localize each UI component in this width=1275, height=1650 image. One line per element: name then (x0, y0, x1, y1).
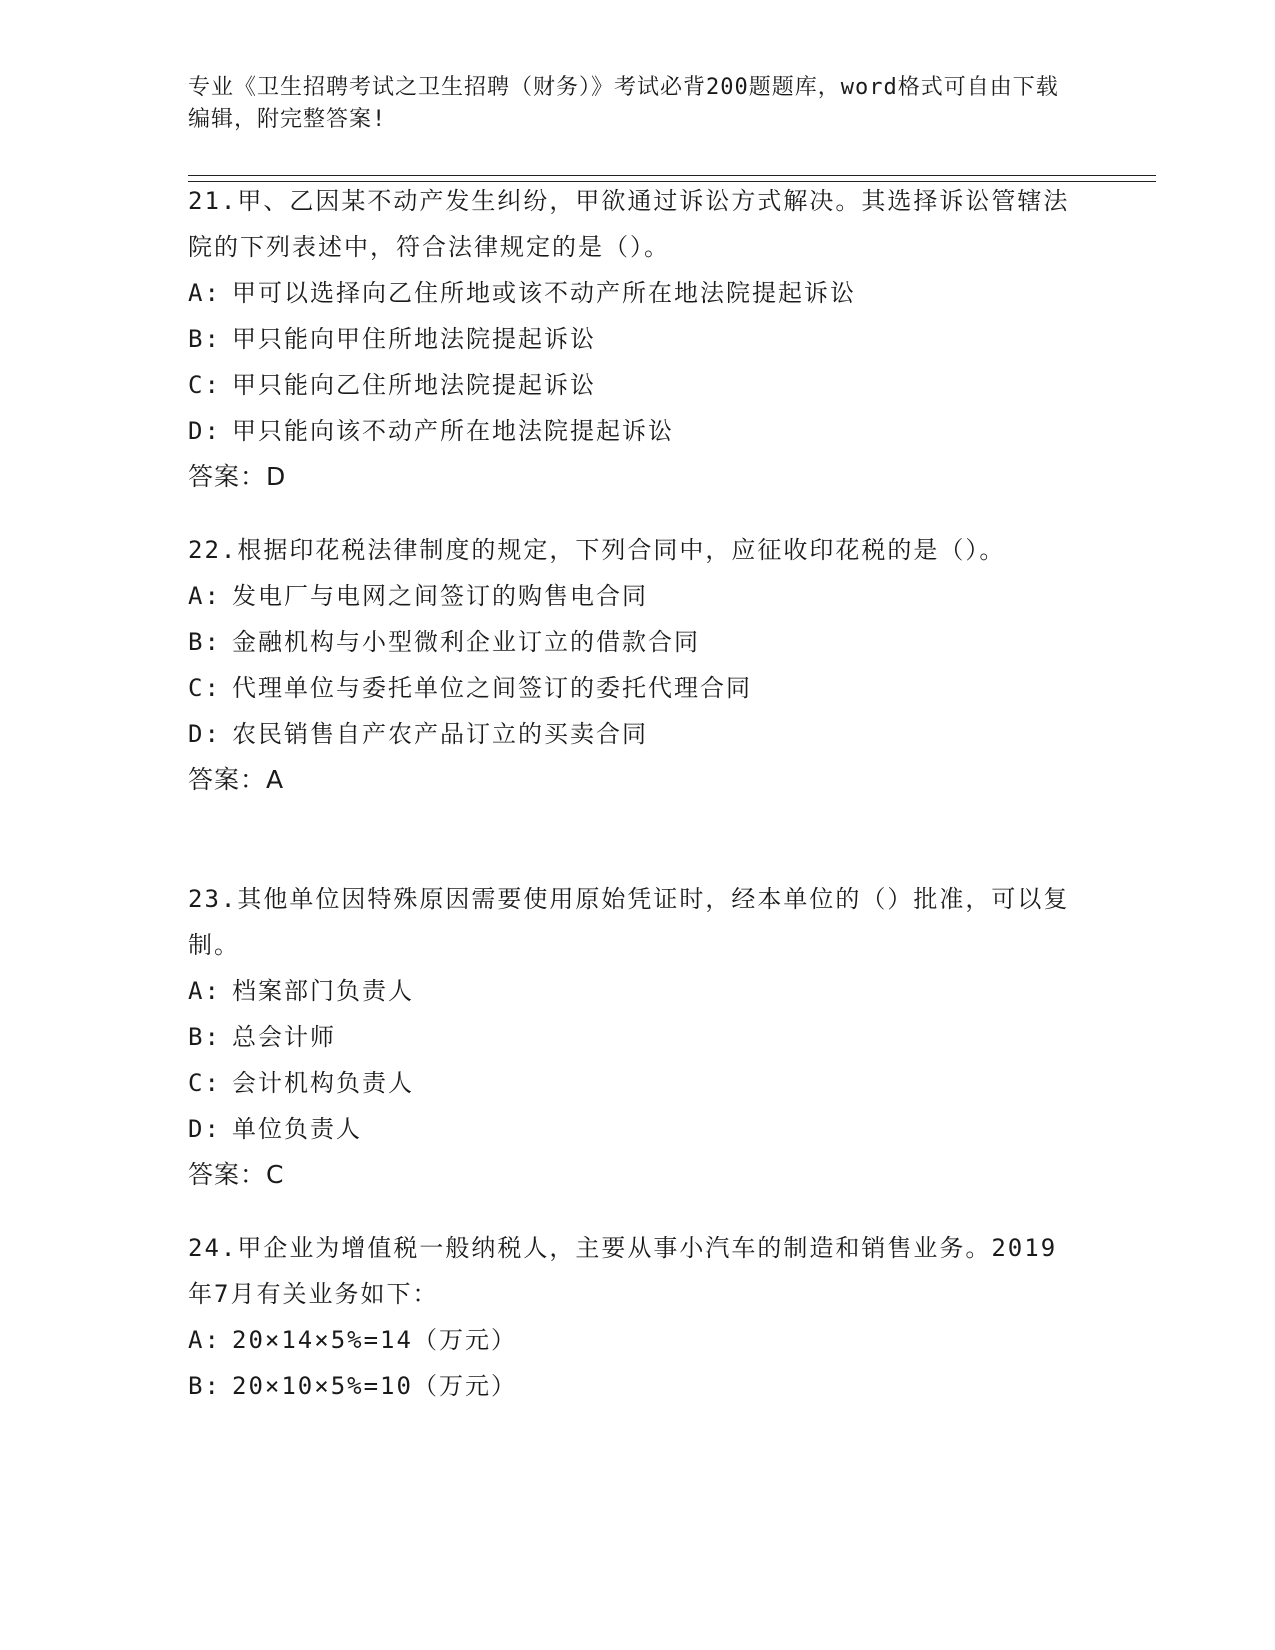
option-label: D: (188, 720, 221, 748)
option-text: 会计机构负责人 (232, 1069, 414, 1097)
option-label: C: (188, 674, 221, 702)
option-text: 金融机构与小型微利企业订立的借款合同 (232, 628, 700, 656)
option-text: 甲只能向该不动产所在地法院提起诉讼 (232, 417, 674, 445)
question-24 (188, 1225, 1078, 1409)
option-b (188, 1363, 1078, 1409)
option-label: A: (188, 1326, 221, 1354)
question-23 (188, 876, 1078, 1198)
option-text: 总会计师 (232, 1023, 336, 1051)
option-label: A: (188, 582, 221, 610)
option-a (188, 1317, 1078, 1363)
option-label: C: (188, 371, 221, 399)
answer: 答案：A (188, 765, 285, 794)
option-c (188, 1060, 1078, 1106)
option-c (188, 665, 1078, 711)
option-label: D: (188, 1115, 221, 1143)
header-divider-top (188, 175, 1156, 176)
option-text: 20×10×5%=10（万元） (232, 1372, 517, 1400)
option-label: B: (188, 325, 221, 353)
option-b (188, 316, 1078, 362)
option-d (188, 408, 1078, 454)
option-text: 甲只能向甲住所地法院提起诉讼 (232, 325, 596, 353)
document-header: 专业《卫生招聘考试之卫生招聘（财务）》考试必背200题题库，word格式可自由下载编辑，附完整答案! (188, 75, 1059, 132)
question-21 (188, 178, 1078, 500)
option-text: 甲只能向乙住所地法院提起诉讼 (232, 371, 596, 399)
option-text: 代理单位与委托单位之间签订的委托代理合同 (232, 674, 752, 702)
option-d (188, 1106, 1078, 1152)
option-text: 甲可以选择向乙住所地或该不动产所在地法院提起诉讼 (232, 279, 856, 307)
answer: 答案：D (188, 462, 287, 491)
option-text: 农民销售自产农产品订立的买卖合同 (232, 720, 648, 748)
question-stem: 23.其他单位因特殊原因需要使用原始凭证时，经本单位的（）批准，可以复制。 (188, 885, 1070, 959)
option-d (188, 711, 1078, 757)
question-stem: 22.根据印花税法律制度的规定，下列合同中，应征收印花税的是（）。 (188, 536, 1006, 564)
option-label: D: (188, 417, 221, 445)
question-stem: 21.甲、乙因某不动产发生纠纷，甲欲通过诉讼方式解决。其选择诉讼管辖法院的下列表述中，符合法律规定的是（）。 (188, 187, 1070, 261)
question-stem: 24.甲企业为增值税一般纳税人，主要从事小汽车的制造和销售业务。2019年7月有关业务如下： (188, 1234, 1058, 1308)
answer: 答案：C (188, 1160, 285, 1189)
option-a (188, 573, 1078, 619)
option-b (188, 619, 1078, 665)
option-label: A: (188, 977, 221, 1005)
option-c (188, 362, 1078, 408)
option-label: A: (188, 279, 221, 307)
option-label: B: (188, 1372, 221, 1400)
option-a (188, 270, 1078, 316)
option-label: C: (188, 1069, 221, 1097)
option-text: 档案部门负责人 (232, 977, 414, 1005)
option-label: B: (188, 1023, 221, 1051)
option-a (188, 968, 1078, 1014)
option-text: 20×14×5%=14（万元） (232, 1326, 517, 1354)
option-label: B: (188, 628, 221, 656)
option-text: 单位负责人 (232, 1115, 362, 1143)
option-b (188, 1014, 1078, 1060)
question-22 (188, 527, 1078, 803)
option-text: 发电厂与电网之间签订的购售电合同 (232, 582, 648, 610)
